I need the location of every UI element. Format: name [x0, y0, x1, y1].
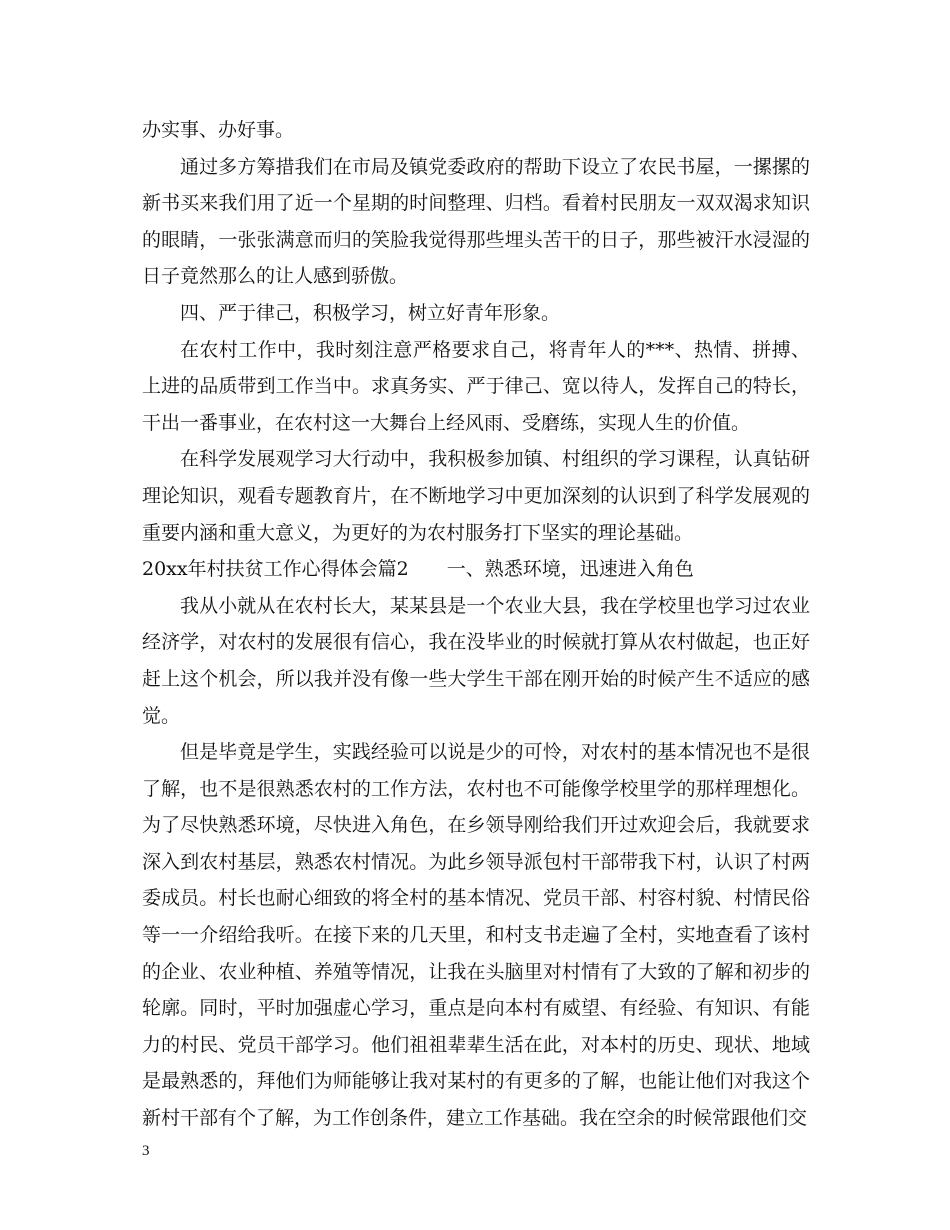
paragraph: 办实事、办好事。	[142, 119, 295, 141]
section-heading: 四、严于律己，积极学习，树立好青年形象。	[180, 301, 561, 324]
article-subtitle: 一、熟悉环境，迅速进入角色	[446, 558, 694, 581]
article-title: 20xx年村扶贫工作心得体会篇2	[142, 558, 409, 581]
paragraph: 在科学发展观学习大行动中，我积极参加镇、村组织的学习课程，认真钻研理论知识，观看专题教育片，在不断地学习中更加深刻的认识到了科学发展观的重要内涵和重大意义，为更好的为农村服务打下坚实的理论基础。	[142, 448, 810, 544]
article-heading	[142, 551, 810, 588]
paragraph: 在农村工作中，我时刻注意严格要求自己，将青年人的***、热情、拼搏、上进的品质带到工作当中。求真务实、严于律己、宽以待人，发挥自己的特长，干出一番事业，在农村这一大舞台上经风雨、受磨练，实现人生的价值。	[142, 338, 810, 434]
document-body	[142, 112, 810, 1137]
paragraph: 我从小就从在农村长大，某某县是一个农业大县，我在学校里也学习过农业经济学，对农村的发展很有信心，我在没毕业的时候就打算从农村做起，也正好赶上这个机会，所以我并没有像一些大学生干部在刚开始的时候产生不适应的感觉。	[142, 594, 810, 727]
page-number: 3	[142, 1143, 150, 1159]
paragraph: 通过多方筹措我们在市局及镇党委政府的帮助下设立了农民书屋，一摞摞的新书买来我们用了近一个星期的时间整理、归档。看着村民朋友一双双渴求知识的眼睛，一张张满意而归的笑脸我觉得那些埋头苦干的日子，那些被汗水浸湿的日子竟然那么的让人感到骄傲。	[142, 155, 810, 288]
paragraph: 但是毕竟是学生，实践经验可以说是少的可怜，对农村的基本情况也不是很了解，也不是很熟悉农村的工作方法，农村也不可能像学校里学的那样理想化。为了尽快熟悉环境，尽快进入角色，在乡领导刚给我们开过欢迎会后，我就要求深入到农村基层，熟悉农村情况。为此乡领导派包村干部带我下村，认识了村两委成员。村长也耐心细致的将全村的基本情况、党员干部、村容村貌、村情民俗等一一介绍给我听。在接下来的几天里，和村支书走遍了全村，实地查看了该村的企业、农业种植、养殖等情况，让我在头脑里对村情有了大致的了解和初步的轮廓。同时，平时加强虚心学习，重点是向本村有威望、有经验、有知识、有能力的村民、党员干部学习。他们祖祖辈辈生活在此，对本村的历史、现状、地域是最熟悉的，拜他们为师能够让我对某村的有更多的了解，也能让他们对我这个新村干部有个了解，为工作创条件，建立工作基础。我在空余的时候常跟他们交	[142, 741, 810, 1130]
